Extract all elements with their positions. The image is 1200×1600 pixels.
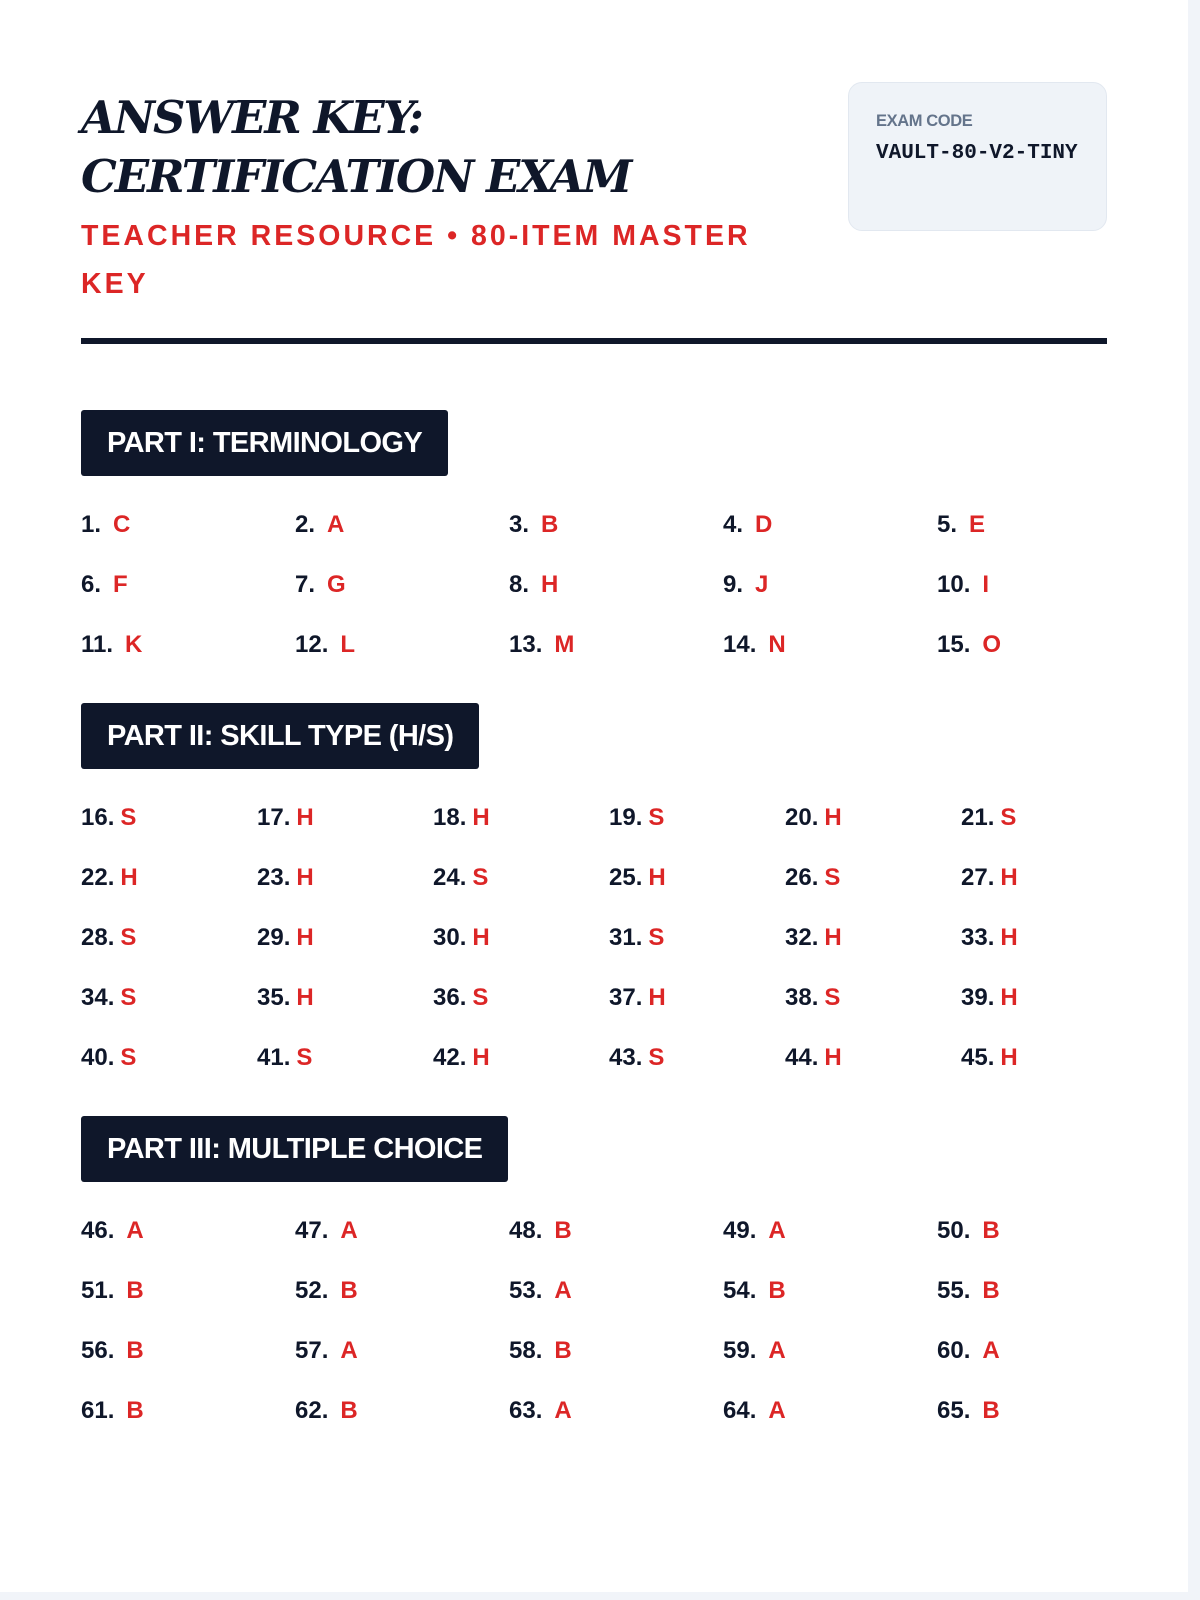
question-number: 47. [295,1217,329,1244]
answer-item [81,848,257,908]
section-title: PART III: MULTIPLE CHOICE [81,1116,508,1182]
answer-letter: S [648,804,665,831]
question-number: 58. [509,1337,543,1364]
question-number: 48. [509,1217,543,1244]
answer-item [961,1028,1137,1088]
question-number: 50. [937,1217,971,1244]
answer-grid [81,1201,1107,1441]
question-number: 9. [723,571,744,598]
answer-letter: A [340,1217,358,1244]
question-number: 44. [785,1044,819,1071]
exam-code-card [848,82,1107,231]
answer-item [785,908,961,968]
question-number: 56. [81,1337,115,1364]
answer-item [509,555,723,615]
answer-letter: L [340,631,356,658]
question-number: 52. [295,1277,329,1304]
answer-letter: H [296,984,314,1011]
answer-item [295,1321,509,1381]
question-number: 34. [81,984,115,1011]
answer-item [723,555,937,615]
question-number: 16. [81,804,115,831]
answer-item [609,788,785,848]
answer-item [509,1261,723,1321]
question-number: 3. [509,511,530,538]
question-number: 7. [295,571,316,598]
answer-letter: B [554,1337,572,1364]
answer-item [81,1028,257,1088]
answer-letter: O [982,631,1002,658]
question-number: 39. [961,984,995,1011]
answer-item [723,1201,937,1261]
question-number: 13. [509,631,543,658]
answer-letter: A [554,1397,572,1424]
question-number: 37. [609,984,643,1011]
answer-letter: S [472,984,489,1011]
answer-item [81,968,257,1028]
answer-letter: A [768,1397,786,1424]
question-number: 49. [723,1217,757,1244]
answer-item [81,1381,295,1441]
question-number: 51. [81,1277,115,1304]
answer-item [961,788,1137,848]
answer-letter: A [768,1217,786,1244]
answer-item [433,1028,609,1088]
question-number: 28. [81,924,115,951]
answer-item [509,495,723,555]
answer-letter: G [327,571,346,598]
answer-item [723,1321,937,1381]
answer-item [81,555,295,615]
title-block [81,88,801,308]
answer-item [81,908,257,968]
answer-item [509,1321,723,1381]
question-number: 61. [81,1397,115,1424]
question-number: 60. [937,1337,971,1364]
answer-item [937,555,1151,615]
answer-item [295,615,509,675]
answer-letter: K [125,631,143,658]
section-title: PART I: TERMINOLOGY [81,410,448,476]
question-number: 55. [937,1277,971,1304]
answer-letter: B [982,1277,1000,1304]
answer-item [257,1028,433,1088]
answer-item [295,1381,509,1441]
question-number: 30. [433,924,467,951]
answer-item [295,1261,509,1321]
question-number: 59. [723,1337,757,1364]
section-part-2 [81,703,1107,1088]
answer-letter: B [768,1277,786,1304]
answer-item [81,1201,295,1261]
answer-letter: J [755,571,769,598]
question-number: 57. [295,1337,329,1364]
question-number: 32. [785,924,819,951]
answer-letter: S [648,924,665,951]
answer-item [609,848,785,908]
answer-item [723,615,937,675]
answer-grid [81,788,1107,1088]
answer-letter: B [126,1277,144,1304]
answer-letter: B [554,1217,572,1244]
header-divider [81,338,1107,344]
question-number: 26. [785,864,819,891]
answer-letter: B [982,1397,1000,1424]
answer-item [509,1381,723,1441]
answer-letter: H [1000,984,1018,1011]
answer-letter: B [340,1397,358,1424]
answer-item [785,968,961,1028]
question-number: 46. [81,1217,115,1244]
question-number: 45. [961,1044,995,1071]
question-number: 40. [81,1044,115,1071]
answer-item [295,495,509,555]
answer-item [433,788,609,848]
answer-letter: I [982,571,990,598]
answer-item [785,1028,961,1088]
answer-letter: H [1000,864,1018,891]
answer-item [81,788,257,848]
answer-item [961,848,1137,908]
question-number: 63. [509,1397,543,1424]
question-number: 8. [509,571,530,598]
answer-letter: S [120,924,137,951]
answer-letter: H [120,864,138,891]
answer-item [433,908,609,968]
answer-item [257,908,433,968]
answer-item [937,1201,1151,1261]
question-number: 43. [609,1044,643,1071]
answer-letter: H [648,864,666,891]
answer-letter: H [541,571,559,598]
answer-item [81,1321,295,1381]
answer-item [257,968,433,1028]
question-number: 62. [295,1397,329,1424]
answer-letter: B [126,1397,144,1424]
question-number: 12. [295,631,329,658]
question-number: 19. [609,804,643,831]
answer-letter: H [824,804,842,831]
question-number: 18. [433,804,467,831]
question-number: 11. [81,631,114,658]
answer-item [295,555,509,615]
question-number: 41. [257,1044,291,1071]
question-number: 35. [257,984,291,1011]
question-number: 6. [81,571,102,598]
answer-letter: S [120,804,137,831]
answer-letter: S [472,864,489,891]
answer-item [609,968,785,1028]
answer-item [785,848,961,908]
answer-letter: H [824,924,842,951]
question-number: 38. [785,984,819,1011]
answer-item [723,495,937,555]
answer-letter: C [113,511,131,538]
question-number: 33. [961,924,995,951]
answer-item [509,1201,723,1261]
answer-item [723,1261,937,1321]
section-part-1 [81,410,1107,675]
question-number: 10. [937,571,971,598]
answer-item [961,908,1137,968]
page-subtitle: TEACHER RESOURCE • 80-ITEM MASTER KEY [81,220,751,300]
question-number: 5. [937,511,958,538]
answer-letter: N [768,631,786,658]
question-number: 23. [257,864,291,891]
question-number: 15. [937,631,971,658]
question-number: 36. [433,984,467,1011]
answer-item [937,1321,1151,1381]
answer-item [433,848,609,908]
question-number: 53. [509,1277,543,1304]
answer-letter: S [120,984,137,1011]
answer-letter: H [296,924,314,951]
answer-letter: B [982,1217,1000,1244]
exam-code-value: VAULT-80-V2-TINY [876,142,1078,165]
question-number: 14. [723,631,757,658]
answer-letter: H [296,804,314,831]
answer-item [257,788,433,848]
answer-letter: H [472,1044,490,1071]
answer-letter: S [120,1044,137,1071]
answer-item [295,1201,509,1261]
answer-letter: S [648,1044,665,1071]
question-number: 4. [723,511,744,538]
question-number: 2. [295,511,316,538]
question-number: 25. [609,864,643,891]
answer-letter: A [327,511,345,538]
answer-item [785,788,961,848]
answer-letter: B [541,511,559,538]
answer-letter: S [824,864,841,891]
answer-letter: H [472,804,490,831]
answer-letter: S [1000,804,1017,831]
exam-code-label: EXAM CODE [876,112,973,130]
question-number: 24. [433,864,467,891]
answer-item [433,968,609,1028]
answer-item [937,495,1151,555]
answer-item [937,1381,1151,1441]
answer-letter: H [648,984,666,1011]
question-number: 22. [81,864,115,891]
page-title: ANSWER KEY: CERTIFICATION EXAM [81,91,631,203]
question-number: 65. [937,1397,971,1424]
question-number: 54. [723,1277,757,1304]
answer-letter: H [824,1044,842,1071]
section-title: PART II: SKILL TYPE (H/S) [81,703,479,769]
page-header [81,80,1107,338]
answer-item [81,1261,295,1321]
answer-letter: H [296,864,314,891]
question-number: 21. [961,804,995,831]
answer-letter: S [296,1044,313,1071]
answer-letter: D [755,511,773,538]
answer-letter: A [340,1337,358,1364]
answer-letter: H [1000,1044,1018,1071]
answer-grid [81,495,1107,675]
answer-item [81,615,295,675]
answer-item [937,1261,1151,1321]
answer-letter: S [824,984,841,1011]
answer-letter: H [472,924,490,951]
answer-item [937,615,1151,675]
answer-item [509,615,723,675]
section-part-3 [81,1116,1107,1441]
answer-letter: A [554,1277,572,1304]
question-number: 42. [433,1044,467,1071]
answer-item [961,968,1137,1028]
answer-letter: B [126,1337,144,1364]
answer-letter: E [969,511,986,538]
answer-item [81,495,295,555]
question-number: 1. [81,511,102,538]
answer-letter: A [126,1217,144,1244]
answer-item [609,1028,785,1088]
question-number: 20. [785,804,819,831]
question-number: 17. [257,804,291,831]
question-number: 31. [609,924,643,951]
answer-letter: B [340,1277,358,1304]
answer-letter: H [1000,924,1018,951]
question-number: 64. [723,1397,757,1424]
answer-letter: M [554,631,575,658]
answer-letter: F [113,571,128,598]
answer-item [723,1381,937,1441]
answer-item [257,848,433,908]
answer-item [609,908,785,968]
answer-letter: A [768,1337,786,1364]
question-number: 29. [257,924,291,951]
answer-letter: A [982,1337,1000,1364]
question-number: 27. [961,864,995,891]
